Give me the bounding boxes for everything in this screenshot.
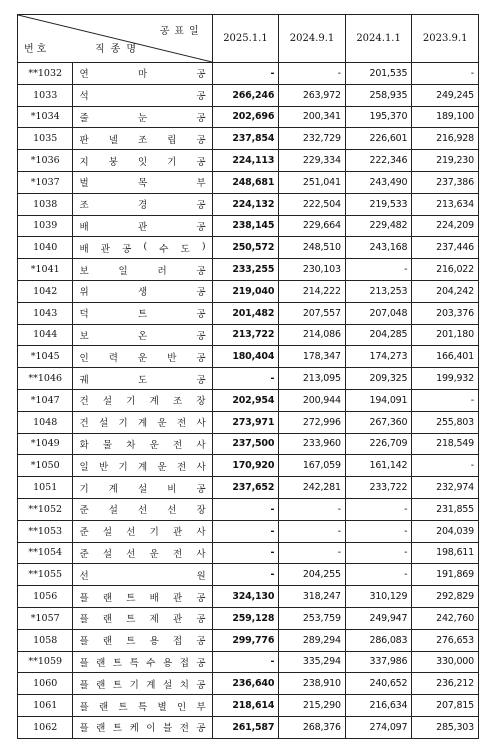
- wage-value-cell: 201,482: [212, 302, 279, 324]
- wage-value-cell: 201,180: [412, 324, 479, 346]
- wage-value-cell: 242,281: [279, 477, 346, 499]
- wage-value-cell: 337,986: [345, 651, 412, 673]
- wage-value-cell: 237,446: [412, 237, 479, 259]
- job-code-cell: 1035: [18, 128, 73, 150]
- job-name-text: 플 랜 트 제 관 공: [79, 614, 206, 626]
- job-name-text: 준 설 선 운 전 사: [79, 548, 206, 560]
- wage-value-cell: 214,222: [279, 280, 346, 302]
- job-name-text: 판 넬 조 립 공: [79, 134, 206, 146]
- wage-value-cell: 207,048: [345, 302, 412, 324]
- table-row: [18, 259, 479, 281]
- table-row: [18, 368, 479, 390]
- job-name-cell: [73, 346, 212, 368]
- job-code-cell: 1044: [18, 324, 73, 346]
- job-name-cell: [73, 193, 212, 215]
- table-row: [18, 629, 479, 651]
- wage-value-cell: 263,972: [279, 84, 346, 106]
- wage-value-cell: 289,294: [279, 629, 346, 651]
- wage-value-cell: 238,910: [279, 673, 346, 695]
- table-row: [18, 564, 479, 586]
- wage-value-cell: -: [212, 63, 279, 85]
- table-row: [18, 346, 479, 368]
- announce-date-label: 공표일: [159, 26, 204, 37]
- table-row: [18, 477, 479, 499]
- wage-value-cell: 219,040: [212, 280, 279, 302]
- wage-value-cell: 226,601: [345, 128, 412, 150]
- job-name-cell: [73, 237, 212, 259]
- header-row: [18, 15, 479, 63]
- wage-value-cell: 226,709: [345, 433, 412, 455]
- wage-value-cell: 216,634: [345, 695, 412, 717]
- date-header: 2025.1.1: [212, 15, 279, 63]
- job-name-text: 일 반 기 계 운 전 사: [79, 461, 206, 473]
- job-name-text: 플 랜 트 용 접 공: [79, 636, 206, 648]
- job-name-cell: [73, 63, 212, 85]
- table-row: [18, 411, 479, 433]
- job-code-cell: 1051: [18, 477, 73, 499]
- job-code-cell: 1062: [18, 716, 73, 738]
- job-name-cell: [73, 564, 212, 586]
- wage-value-cell: 219,230: [412, 150, 479, 172]
- job-code-cell: **1053: [18, 520, 73, 542]
- wage-value-cell: 200,341: [279, 106, 346, 128]
- table-row: [18, 84, 479, 106]
- job-name-cell: [73, 84, 212, 106]
- wage-value-cell: 189,100: [412, 106, 479, 128]
- wage-value-cell: 232,729: [279, 128, 346, 150]
- wage-value-cell: 209,325: [345, 368, 412, 390]
- wage-value-cell: -: [345, 498, 412, 520]
- job-name-cell: [73, 411, 212, 433]
- job-name-text: 기 계 설 비 공: [79, 483, 206, 495]
- job-code-cell: **1032: [18, 63, 73, 85]
- table-row: [18, 215, 479, 237]
- job-name-text: 조 경 공: [79, 200, 206, 212]
- job-name-text: 건 설 기 계 조 장: [79, 396, 206, 408]
- wage-value-cell: 274,097: [345, 716, 412, 738]
- wage-value-cell: 213,095: [279, 368, 346, 390]
- table-row: [18, 128, 479, 150]
- job-name-cell: [73, 302, 212, 324]
- wage-value-cell: 166,401: [412, 346, 479, 368]
- wage-value-cell: 299,776: [212, 629, 279, 651]
- job-name-cell: [73, 215, 212, 237]
- wage-value-cell: -: [212, 368, 279, 390]
- wage-value-cell: 267,360: [345, 411, 412, 433]
- wage-value-cell: 240,652: [345, 673, 412, 695]
- job-name-cell: [73, 128, 212, 150]
- wage-value-cell: 204,255: [279, 564, 346, 586]
- job-name-text: 플 랜 트 기 계 설 치 공: [79, 679, 206, 691]
- wage-value-cell: 330,000: [412, 651, 479, 673]
- job-name-cell: [73, 695, 212, 717]
- wage-value-cell: 237,386: [412, 171, 479, 193]
- wage-value-cell: -: [279, 498, 346, 520]
- wage-value-cell: 237,854: [212, 128, 279, 150]
- wage-value-cell: 335,294: [279, 651, 346, 673]
- date-header: 2024.9.1: [279, 15, 346, 63]
- wage-value-cell: 167,059: [279, 455, 346, 477]
- wage-value-cell: 229,482: [345, 215, 412, 237]
- table-row: [18, 673, 479, 695]
- wage-value-cell: -: [212, 564, 279, 586]
- date-header: 2024.1.1: [345, 15, 412, 63]
- table-row: [18, 651, 479, 673]
- wage-value-cell: 170,920: [212, 455, 279, 477]
- wage-table-container: [17, 14, 479, 739]
- wage-value-cell: 237,500: [212, 433, 279, 455]
- table-row: [18, 63, 479, 85]
- wage-value-cell: 215,290: [279, 695, 346, 717]
- table-row: [18, 237, 479, 259]
- wage-value-cell: 233,960: [279, 433, 346, 455]
- job-name-text: 배 관 공 ( 수 도 ): [79, 240, 206, 255]
- wage-value-cell: 222,346: [345, 150, 412, 172]
- wage-value-cell: 310,129: [345, 586, 412, 608]
- wage-value-cell: 286,083: [345, 629, 412, 651]
- table-row: [18, 171, 479, 193]
- wage-value-cell: 207,815: [412, 695, 479, 717]
- job-code-cell: **1055: [18, 564, 73, 586]
- wage-value-cell: 232,974: [412, 477, 479, 499]
- job-code-cell: *1041: [18, 259, 73, 281]
- wage-value-cell: 218,549: [412, 433, 479, 455]
- wage-value-cell: 194,091: [345, 389, 412, 411]
- job-name-text: 궤 도 공: [79, 374, 206, 386]
- job-code-cell: 1038: [18, 193, 73, 215]
- job-code-cell: 1039: [18, 215, 73, 237]
- wage-value-cell: 161,142: [345, 455, 412, 477]
- code-column-label: 번호: [24, 44, 50, 55]
- wage-value-cell: 233,255: [212, 259, 279, 281]
- wage-value-cell: -: [345, 520, 412, 542]
- job-code-cell: *1050: [18, 455, 73, 477]
- wage-value-cell: 213,253: [345, 280, 412, 302]
- wage-value-cell: 224,132: [212, 193, 279, 215]
- job-code-cell: 1042: [18, 280, 73, 302]
- wage-value-cell: -: [345, 564, 412, 586]
- job-name-text: 석 공: [79, 91, 206, 103]
- table-row: [18, 193, 479, 215]
- job-name-text: 플 랜 트 배 관 공: [79, 592, 206, 604]
- job-name-cell: [73, 607, 212, 629]
- wage-value-cell: 207,557: [279, 302, 346, 324]
- wage-value-cell: 204,039: [412, 520, 479, 542]
- wage-value-cell: 238,145: [212, 215, 279, 237]
- wage-value-cell: 229,664: [279, 215, 346, 237]
- job-code-cell: 1043: [18, 302, 73, 324]
- job-code-cell: 1058: [18, 629, 73, 651]
- job-name-text: 준 설 선 선 장: [79, 505, 206, 517]
- wage-value-cell: 255,803: [412, 411, 479, 433]
- job-name-cell: [73, 629, 212, 651]
- wage-value-cell: -: [345, 259, 412, 281]
- wage-value-cell: -: [279, 520, 346, 542]
- wage-value-cell: 213,634: [412, 193, 479, 215]
- wage-value-cell: -: [212, 651, 279, 673]
- job-code-cell: *1034: [18, 106, 73, 128]
- wage-value-cell: 324,130: [212, 586, 279, 608]
- wage-value-cell: 273,971: [212, 411, 279, 433]
- wage-value-cell: -: [212, 498, 279, 520]
- wage-value-cell: 268,376: [279, 716, 346, 738]
- wage-value-cell: 202,954: [212, 389, 279, 411]
- wage-value-cell: 199,932: [412, 368, 479, 390]
- wage-value-cell: -: [212, 520, 279, 542]
- wage-value-cell: 213,722: [212, 324, 279, 346]
- job-name-text: 플 랜 트 특 수 용 접 공: [79, 657, 206, 669]
- wage-value-cell: 276,653: [412, 629, 479, 651]
- table-row: [18, 106, 479, 128]
- wage-value-cell: -: [412, 389, 479, 411]
- corner-header-cell: [18, 15, 213, 63]
- wage-value-cell: 224,209: [412, 215, 479, 237]
- wage-value-cell: -: [345, 542, 412, 564]
- job-code-cell: **1059: [18, 651, 73, 673]
- wage-value-cell: 243,168: [345, 237, 412, 259]
- job-name-text: 준 설 선 기 관 사: [79, 527, 206, 539]
- job-name-cell: [73, 389, 212, 411]
- wage-value-cell: 236,212: [412, 673, 479, 695]
- job-name-cell: [73, 651, 212, 673]
- wage-value-cell: 218,614: [212, 695, 279, 717]
- wage-value-cell: 249,245: [412, 84, 479, 106]
- job-name-cell: [73, 150, 212, 172]
- job-code-cell: 1060: [18, 673, 73, 695]
- job-name-text: 덕 트 공: [79, 309, 206, 321]
- table-header: [18, 15, 479, 63]
- job-name-cell: [73, 171, 212, 193]
- wage-value-cell: 216,928: [412, 128, 479, 150]
- wage-value-cell: 204,242: [412, 280, 479, 302]
- wage-value-cell: 195,370: [345, 106, 412, 128]
- wage-value-cell: 285,303: [412, 716, 479, 738]
- wage-value-cell: 250,572: [212, 237, 279, 259]
- wage-value-cell: -: [279, 542, 346, 564]
- job-name-cell: [73, 280, 212, 302]
- job-code-cell: *1045: [18, 346, 73, 368]
- job-code-cell: *1037: [18, 171, 73, 193]
- wage-value-cell: 259,128: [212, 607, 279, 629]
- job-name-text: 플 랜 트 특 별 인 부: [79, 701, 206, 713]
- job-code-cell: **1054: [18, 542, 73, 564]
- job-name-text: 배 관 공: [79, 221, 206, 233]
- date-header: 2023.9.1: [412, 15, 479, 63]
- wage-value-cell: -: [412, 63, 479, 85]
- wage-value-cell: 191,869: [412, 564, 479, 586]
- job-code-cell: **1052: [18, 498, 73, 520]
- wage-value-cell: 180,404: [212, 346, 279, 368]
- job-name-text: 벌 목 부: [79, 178, 206, 190]
- wage-value-cell: 249,947: [345, 607, 412, 629]
- wage-value-cell: 216,022: [412, 259, 479, 281]
- job-code-cell: **1046: [18, 368, 73, 390]
- wage-value-cell: 292,829: [412, 586, 479, 608]
- job-code-cell: *1036: [18, 150, 73, 172]
- job-name-cell: [73, 259, 212, 281]
- wage-value-cell: 203,376: [412, 302, 479, 324]
- wage-value-cell: 258,935: [345, 84, 412, 106]
- job-name-cell: [73, 455, 212, 477]
- table-row: [18, 150, 479, 172]
- job-code-cell: *1049: [18, 433, 73, 455]
- wage-value-cell: 253,759: [279, 607, 346, 629]
- job-name-cell: [73, 106, 212, 128]
- table-row: [18, 324, 479, 346]
- wage-value-cell: 248,510: [279, 237, 346, 259]
- wage-value-cell: -: [212, 542, 279, 564]
- job-name-column-label: 직종명: [95, 44, 142, 55]
- job-name-text: 화 물 차 운 전 사: [79, 439, 206, 451]
- job-name-text: 위 생 공: [79, 287, 206, 299]
- table-row: [18, 280, 479, 302]
- wage-value-cell: 231,855: [412, 498, 479, 520]
- job-name-text: 연 마 공: [79, 69, 206, 81]
- wage-value-cell: 222,504: [279, 193, 346, 215]
- wage-value-cell: 266,246: [212, 84, 279, 106]
- table-row: [18, 455, 479, 477]
- wage-value-cell: 272,996: [279, 411, 346, 433]
- job-name-text: 지 붕 잇 기 공: [79, 156, 206, 168]
- wage-value-cell: -: [412, 455, 479, 477]
- job-code-cell: *1047: [18, 389, 73, 411]
- table-row: [18, 586, 479, 608]
- table-row: [18, 302, 479, 324]
- wage-value-cell: 251,041: [279, 171, 346, 193]
- job-name-cell: [73, 368, 212, 390]
- wage-value-cell: 204,285: [345, 324, 412, 346]
- job-code-cell: 1040: [18, 237, 73, 259]
- job-name-text: 보 온 공: [79, 330, 206, 342]
- job-code-cell: 1056: [18, 586, 73, 608]
- wage-value-cell: 174,273: [345, 346, 412, 368]
- job-code-cell: *1057: [18, 607, 73, 629]
- table-row: [18, 607, 479, 629]
- job-name-cell: [73, 324, 212, 346]
- wage-value-cell: 200,944: [279, 389, 346, 411]
- job-code-cell: 1061: [18, 695, 73, 717]
- wage-value-cell: 178,347: [279, 346, 346, 368]
- job-name-cell: [73, 542, 212, 564]
- wage-value-cell: 318,247: [279, 586, 346, 608]
- job-name-cell: [73, 586, 212, 608]
- table-row: [18, 520, 479, 542]
- job-name-text: 인 력 운 반 공: [79, 352, 206, 364]
- wage-value-cell: 230,103: [279, 259, 346, 281]
- wage-value-cell: 214,086: [279, 324, 346, 346]
- wage-value-cell: 236,640: [212, 673, 279, 695]
- table-row: [18, 433, 479, 455]
- table-row: [18, 542, 479, 564]
- table-row: [18, 389, 479, 411]
- table-body: [18, 63, 479, 739]
- wage-value-cell: 229,334: [279, 150, 346, 172]
- job-name-cell: [73, 673, 212, 695]
- job-name-cell: [73, 477, 212, 499]
- job-name-text: 건 설 기 계 운 전 사: [79, 418, 206, 430]
- wage-value-cell: 201,535: [345, 63, 412, 85]
- job-name-text: 보 일 러 공: [79, 265, 206, 277]
- wage-value-cell: 237,652: [212, 477, 279, 499]
- table-row: [18, 695, 479, 717]
- job-name-cell: [73, 498, 212, 520]
- wage-table: [17, 14, 479, 739]
- wage-value-cell: 242,760: [412, 607, 479, 629]
- table-row: [18, 498, 479, 520]
- job-code-cell: 1048: [18, 411, 73, 433]
- job-name-text: 줄 눈 공: [79, 112, 206, 124]
- wage-value-cell: -: [279, 63, 346, 85]
- wage-value-cell: 233,722: [345, 477, 412, 499]
- job-name-cell: [73, 520, 212, 542]
- wage-value-cell: 198,611: [412, 542, 479, 564]
- wage-value-cell: 219,533: [345, 193, 412, 215]
- wage-value-cell: 224,113: [212, 150, 279, 172]
- wage-value-cell: 261,587: [212, 716, 279, 738]
- wage-value-cell: 243,490: [345, 171, 412, 193]
- job-name-text: 선 원: [79, 570, 206, 582]
- job-name-cell: [73, 433, 212, 455]
- wage-value-cell: 248,681: [212, 171, 279, 193]
- job-code-cell: 1033: [18, 84, 73, 106]
- wage-value-cell: 202,696: [212, 106, 279, 128]
- job-name-text: 플 랜 트 케 이 블 전 공: [79, 723, 206, 735]
